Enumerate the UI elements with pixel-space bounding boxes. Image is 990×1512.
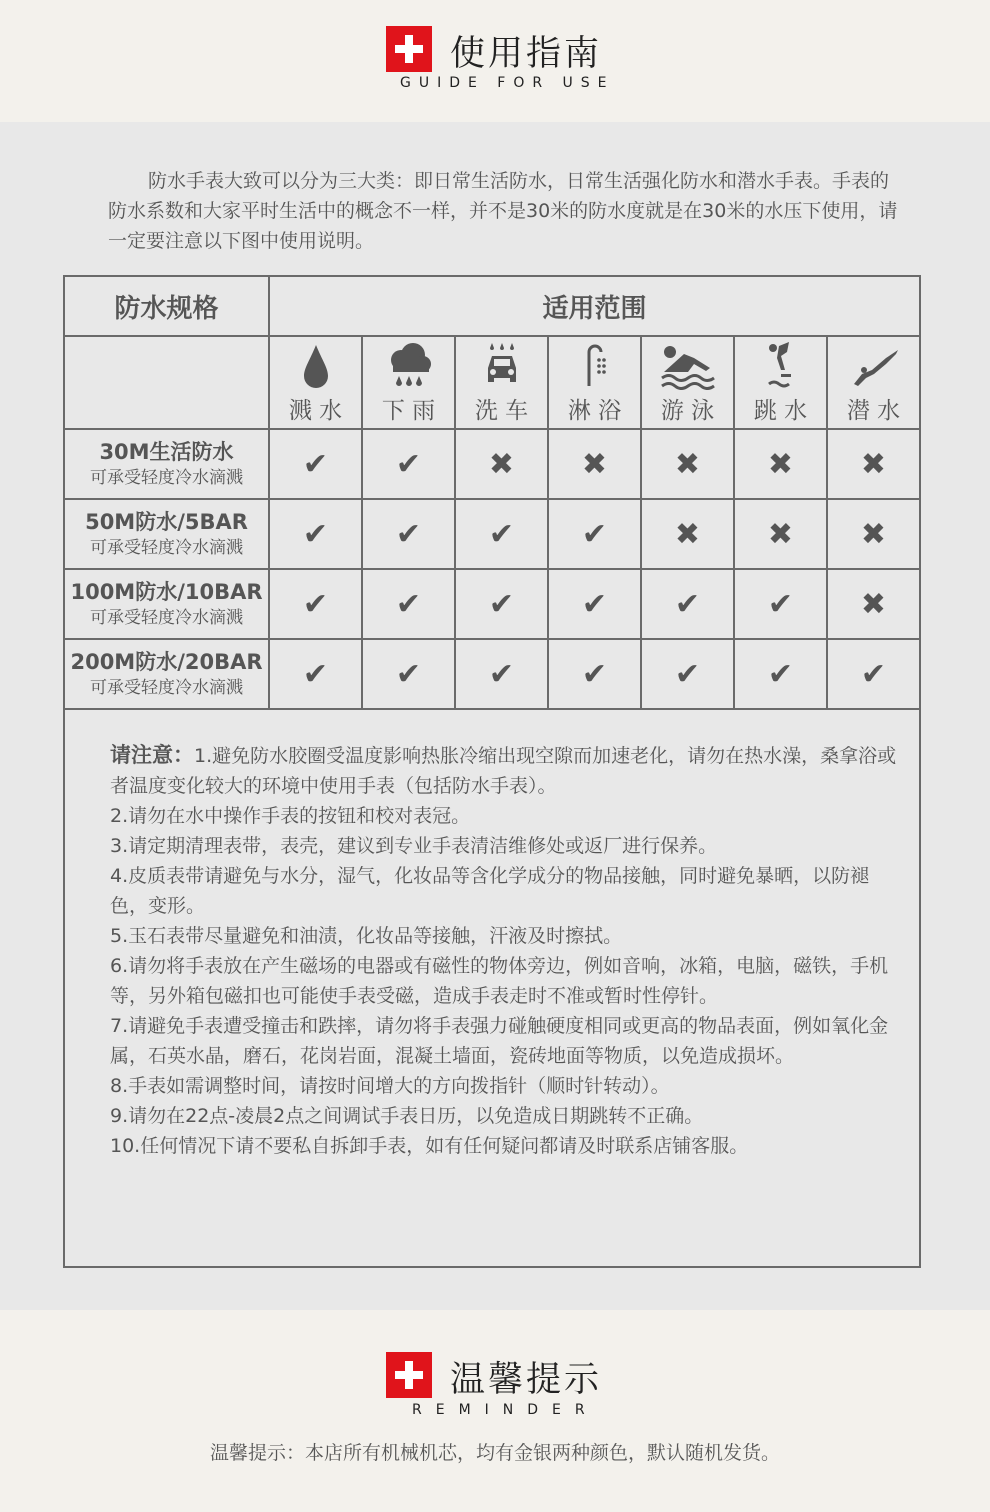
check-icon: ✔: [548, 639, 641, 709]
waterproof-table: [63, 275, 921, 710]
activity-2: [455, 336, 548, 429]
spec-note: 可承受轻度冷水滴溅: [90, 468, 243, 488]
spec-cell: [64, 429, 269, 499]
table-row: [64, 569, 920, 639]
scuba-dive-icon: [844, 340, 904, 390]
check-icon: ✔: [734, 639, 827, 709]
check-icon: ✔: [362, 499, 455, 569]
activity-label: 下 雨: [381, 398, 436, 424]
note-item: 7.请避免手表遭受撞击和跌摔，请勿将手表强力碰触硬度相同或更高的物品表面，例如氧化金属，石英水晶，磨石，花岗岩面，混凝土墙面，瓷砖地面等物质，以免造成损坏。: [110, 1015, 889, 1067]
spec-cell: [64, 499, 269, 569]
check-icon: ✔: [269, 569, 362, 639]
check-icon: ✔: [548, 569, 641, 639]
check-icon: ✔: [269, 499, 362, 569]
intro-paragraph: 防水手表大致可以分为三大类：即日常生活防水，日常生活强化防水和潜水手表。手表的防水系数和大家平时生活中的概念不一样，并不是30米的防水度就是在30米的水压下使用，请一定要注意以下图中使用说明。: [108, 170, 898, 252]
spec-cell: [64, 639, 269, 709]
swiss-cross-logo: [386, 1352, 432, 1398]
swimming-icon: [658, 340, 718, 390]
spec-name: 100M防水/10BAR: [70, 580, 263, 604]
reminder-text: 温馨提示：本店所有机械机芯，均有金银两种颜色，默认随机发货。: [209, 1442, 780, 1464]
note-item: 2.请勿在水中操作手表的按钮和校对表冠。: [110, 805, 471, 827]
spec-header: 防水规格: [64, 276, 269, 336]
spec-cell: [64, 569, 269, 639]
activity-4: [641, 336, 734, 429]
note-item: 10.任何情况下请不要私自拆卸手表，如有任何疑问都请及时联系店铺客服。: [110, 1135, 749, 1157]
spec-name: 50M防水/5BAR: [85, 510, 248, 534]
usage-header: 适用范围: [269, 276, 920, 336]
car-wash-icon: [472, 340, 532, 390]
note-text: 1.避免防水胶圈受温度影响热胀冷缩出现空隙而加速老化，请勿在热水澡，桑拿浴或者温度变化较大的环境中使用手表（包括防水手表）。: [110, 745, 897, 797]
note-item: 8.手表如需调整时间，请按时间增大的方向拨指针（顺时针转动）。: [110, 1075, 670, 1097]
check-icon: ✔: [641, 639, 734, 709]
cross-icon: ✖: [641, 499, 734, 569]
cross-icon: ✖: [827, 569, 920, 639]
note-item: 3.请定期清理表带，表壳，建议到专业手表清洁维修处或返厂进行保养。: [110, 835, 718, 857]
note-item: [110, 740, 905, 801]
activity-0: [269, 336, 362, 429]
rain-cloud-icon: [379, 340, 439, 390]
activity-5: [734, 336, 827, 429]
check-icon: ✔: [362, 639, 455, 709]
note-item: 9.请勿在22点-凌晨2点之间调试手表日历，以免造成日期跳转不正确。: [110, 1105, 704, 1127]
table-row: [64, 429, 920, 499]
table-row: [64, 499, 920, 569]
activity-label: 淋 浴: [567, 398, 622, 424]
table-row: [64, 639, 920, 709]
page-title: 使用指南: [450, 34, 603, 74]
cross-icon: ✖: [548, 429, 641, 499]
spec-note: 可承受轻度冷水滴溅: [90, 608, 243, 628]
activity-label: 游 泳: [660, 398, 715, 424]
spec-note: 可承受轻度冷水滴溅: [90, 678, 243, 698]
activity-label: 洗 车: [474, 398, 529, 424]
shower-icon: [565, 340, 625, 390]
spec-note: 可承受轻度冷水滴溅: [90, 538, 243, 558]
page-subtitle: GUIDE FOR USE: [400, 75, 615, 91]
check-icon: ✔: [455, 569, 548, 639]
cross-icon: ✖: [734, 429, 827, 499]
note-item: 6.请勿将手表放在产生磁场的电器或有磁性的物体旁边，例如音响，冰箱，电脑，磁铁，手机等，另外箱包磁扣也可能使手表受磁，造成手表走时不准或暂时性停针。: [110, 955, 889, 1007]
note-item: 4.皮质表带请避免与水分，湿气，化妆品等含化学成分的物品接触，同时避免暴晒，以防褪色，变形。: [110, 865, 870, 917]
cross-icon: ✖: [827, 499, 920, 569]
check-icon: ✔: [269, 639, 362, 709]
cross-icon: ✖: [455, 429, 548, 499]
notes-label: 请注意：: [110, 743, 194, 767]
activity-6: [827, 336, 920, 429]
activity-3: [548, 336, 641, 429]
check-icon: ✔: [362, 429, 455, 499]
activity-label: 潜 水: [846, 398, 901, 424]
activity-label: 跳 水: [753, 398, 808, 424]
check-icon: ✔: [455, 639, 548, 709]
activity-label: 溅 水: [288, 398, 343, 424]
check-icon: ✔: [548, 499, 641, 569]
reminder-section: [0, 1310, 990, 1512]
activity-1: [362, 336, 455, 429]
check-icon: ✔: [362, 569, 455, 639]
cross-icon: ✖: [641, 429, 734, 499]
check-icon: ✔: [455, 499, 548, 569]
guide-header: [0, 0, 990, 122]
note-item: 5.玉石表带尽量避免和油渍，化妆品等接触，汗液及时擦拭。: [110, 925, 623, 947]
check-icon: ✔: [827, 639, 920, 709]
check-icon: ✔: [734, 569, 827, 639]
swiss-cross-logo: [386, 26, 432, 72]
check-icon: ✔: [269, 429, 362, 499]
empty-cell: [64, 336, 269, 429]
notes-section: [63, 708, 921, 1268]
water-drop-icon: [286, 340, 346, 390]
reminder-title: 温馨提示: [450, 1360, 603, 1400]
spec-name: 30M生活防水: [99, 440, 234, 464]
diving-jump-icon: [751, 340, 811, 390]
spec-name: 200M防水/20BAR: [70, 650, 263, 674]
reminder-subtitle: REMINDER: [412, 1402, 599, 1418]
check-icon: ✔: [641, 569, 734, 639]
cross-icon: ✖: [827, 429, 920, 499]
cross-icon: ✖: [734, 499, 827, 569]
